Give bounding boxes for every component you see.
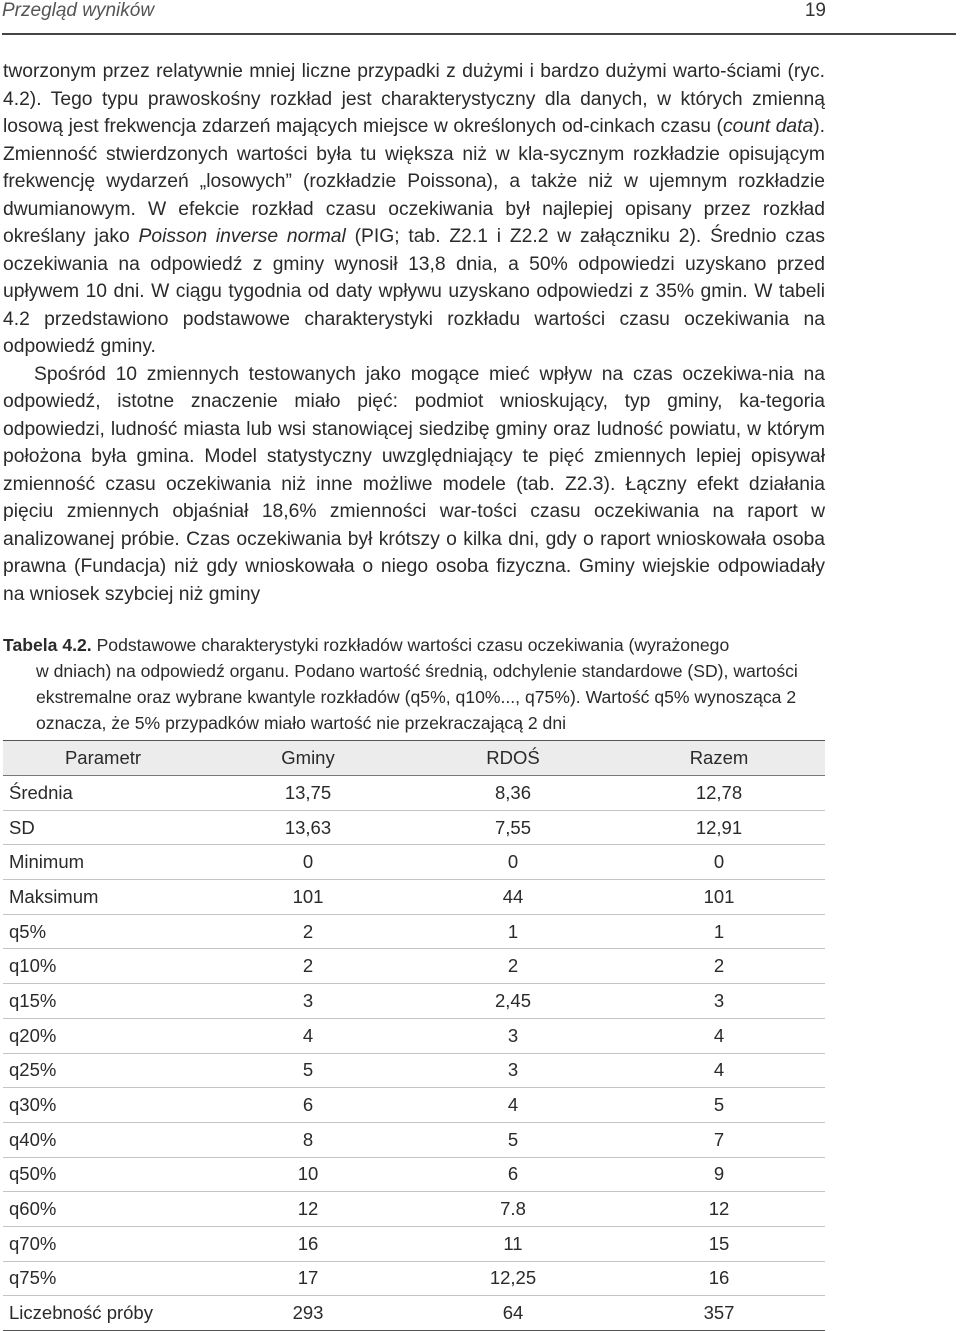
value-cell: 1 [413, 914, 613, 949]
row-label-cell: q15% [3, 984, 203, 1019]
row-label-cell: q10% [3, 949, 203, 984]
value-cell: 3 [613, 984, 825, 1019]
value-cell: 6 [413, 1157, 613, 1192]
table-row [3, 1018, 825, 1053]
value-cell: 7.8 [413, 1192, 613, 1227]
row-label-cell: Minimum [3, 845, 203, 880]
row-label-cell: Średnia [3, 776, 203, 811]
value-cell: 7 [613, 1122, 825, 1157]
value-cell: 101 [613, 880, 825, 915]
header-divider [2, 33, 956, 35]
value-cell: 3 [203, 984, 413, 1019]
value-cell: 4 [613, 1018, 825, 1053]
table-row [3, 1261, 825, 1296]
value-cell: 2 [203, 949, 413, 984]
row-label-cell: q75% [3, 1261, 203, 1296]
row-label-cell: q40% [3, 1122, 203, 1157]
value-cell: 16 [613, 1261, 825, 1296]
value-cell: 44 [413, 880, 613, 915]
table-caption [3, 632, 825, 736]
table-row [3, 914, 825, 949]
value-cell: 11 [413, 1226, 613, 1261]
value-cell: 2 [613, 949, 825, 984]
table-row [3, 1226, 825, 1261]
value-cell: 7,55 [413, 810, 613, 845]
table-row [3, 776, 825, 811]
value-cell: 4 [203, 1018, 413, 1053]
table-row [3, 984, 825, 1019]
table-row [3, 1088, 825, 1123]
body-text [3, 58, 825, 608]
table-row [3, 949, 825, 984]
row-label-cell: q20% [3, 1018, 203, 1053]
value-cell: 64 [413, 1296, 613, 1331]
table-row [3, 845, 825, 880]
value-cell: 101 [203, 880, 413, 915]
column-header: RDOŚ [413, 741, 613, 776]
value-cell: 0 [413, 845, 613, 880]
row-label-cell: q50% [3, 1157, 203, 1192]
value-cell: 15 [613, 1226, 825, 1261]
table-body [3, 776, 825, 1331]
value-cell: 17 [203, 1261, 413, 1296]
value-cell: 4 [613, 1053, 825, 1088]
value-cell: 4 [413, 1088, 613, 1123]
value-cell: 6 [203, 1088, 413, 1123]
value-cell: 293 [203, 1296, 413, 1331]
value-cell: 0 [613, 845, 825, 880]
value-cell: 1 [613, 914, 825, 949]
column-header: Gminy [203, 741, 413, 776]
row-label-cell: SD [3, 810, 203, 845]
value-cell: 0 [203, 845, 413, 880]
table-row [3, 1053, 825, 1088]
page-number: 19 [804, 0, 826, 21]
column-header: Razem [613, 741, 825, 776]
row-label-cell: Liczebność próby [3, 1296, 203, 1331]
paragraph-1: tworzonym przez relatywnie mniej liczne przypadki z dużymi i bardzo dużymi warto-ściami (ryc. 4.2). Tego typu prawoskośny rozkład jest charakterystyczny dla danych, w których zmienną losową jest frekwencja zdarzeń mających miejsce w określonych od-cinkach czasu (count data). Zmienność stwierdzonych wartości była tu większa niż w kla-sycznym rozkładzie opisującym frekwencję wydarzeń „losowych” (rozkładzie Poissona), a także niż w ujemnym rozkładzie dwumianowym. W efekcie rozkład czasu oczekiwania był najlepiej opisany przez rozkład określany jako Poisson inverse normal (PIG; tab. Z2.1 i Z2.2 w załączniku 2). Średnio czas oczekiwania na odpowiedź z gminy wynosił 13,8 dnia, a 50% odpowiedzi uzyskano przed upływem 10 dni. W ciągu tygodnia od daty wpływu uzyskano odpowiedzi z 35% gmin. W tabeli 4.2 przedstawiono podstawowe charakterystyki rozkładu wartości czasu oczekiwania na odpowiedź gminy. [3, 61, 825, 357]
value-cell: 16 [203, 1226, 413, 1261]
value-cell: 2 [413, 949, 613, 984]
table-row [3, 1157, 825, 1192]
value-cell: 5 [613, 1088, 825, 1123]
value-cell: 9 [613, 1157, 825, 1192]
table-row [3, 1192, 825, 1227]
value-cell: 13,63 [203, 810, 413, 845]
table-row [3, 1296, 825, 1331]
row-label-cell: q25% [3, 1053, 203, 1088]
value-cell: 3 [413, 1053, 613, 1088]
value-cell: 8 [203, 1122, 413, 1157]
caption-text: w dniach) na odpowiedź organu. Podano wartość średnią, odchylenie standardowe (SD), wartości ekstremalne oraz wybrane kwantyle rozkładów (q5%, q10%..., q75%). Wartość q5% wynosząca 2 oznacza, że 5% przypadków miało wartość nie przekraczającą 2 dni [36, 661, 798, 733]
value-cell: 12 [613, 1192, 825, 1227]
caption-label: Tabela 4.2. [3, 635, 92, 655]
row-label-cell: q5% [3, 914, 203, 949]
row-label-cell: Maksimum [3, 880, 203, 915]
value-cell: 12,78 [613, 776, 825, 811]
value-cell: 5 [413, 1122, 613, 1157]
value-cell: 12 [203, 1192, 413, 1227]
column-header: Parametr [3, 741, 203, 776]
table-row [3, 880, 825, 915]
value-cell: 12,91 [613, 810, 825, 845]
table-row [3, 1122, 825, 1157]
page-header [0, 0, 960, 36]
value-cell: 2 [203, 914, 413, 949]
value-cell: 13,75 [203, 776, 413, 811]
value-cell: 357 [613, 1296, 825, 1331]
table-row [3, 810, 825, 845]
value-cell: 3 [413, 1018, 613, 1053]
row-label-cell: q60% [3, 1192, 203, 1227]
value-cell: 2,45 [413, 984, 613, 1019]
row-label-cell: q30% [3, 1088, 203, 1123]
value-cell: 12,25 [413, 1261, 613, 1296]
row-label-cell: q70% [3, 1226, 203, 1261]
caption-first-line: Podstawowe charakterystyki rozkładów wartości czasu oczekiwania (wyrażonego [96, 635, 730, 655]
table-header-row [3, 741, 825, 776]
paragraph-2: Spośród 10 zmiennych testowanych jako mogące mieć wpływ na czas oczekiwa-nia na odpowiedź, istotne znaczenie miało pięć: podmiot wnioskujący, typ gminy, ka-tegoria odpowiedzi, ludność miasta lub wsi stanowiącej siedzibę gminy oraz ludność powiatu, w którym położona była gmina. Model statystyczny uwzględniający te pięć zmiennych lepiej opisywał zmienność czasu oczekiwania niż inne możliwe modele (tab. Z2.3). Łączny efekt działania pięciu zmiennych objaśniał 18,6% zmienności war-tości czasu oczekiwania na raport w analizowanej próbie. Czas oczekiwania był krótszy o kilka dni, gdy o raport wnioskowała osoba prawna (Fundacja) niż gdy wnioskowała o niego osoba fizyczna. Gminy wiejskie odpowiadały na wniosek szybciej niż gminy [3, 363, 825, 605]
value-cell: 10 [203, 1157, 413, 1192]
value-cell: 5 [203, 1053, 413, 1088]
running-head-title: Przegląd wyników [2, 0, 155, 21]
statistics-table [3, 740, 825, 1331]
value-cell: 8,36 [413, 776, 613, 811]
